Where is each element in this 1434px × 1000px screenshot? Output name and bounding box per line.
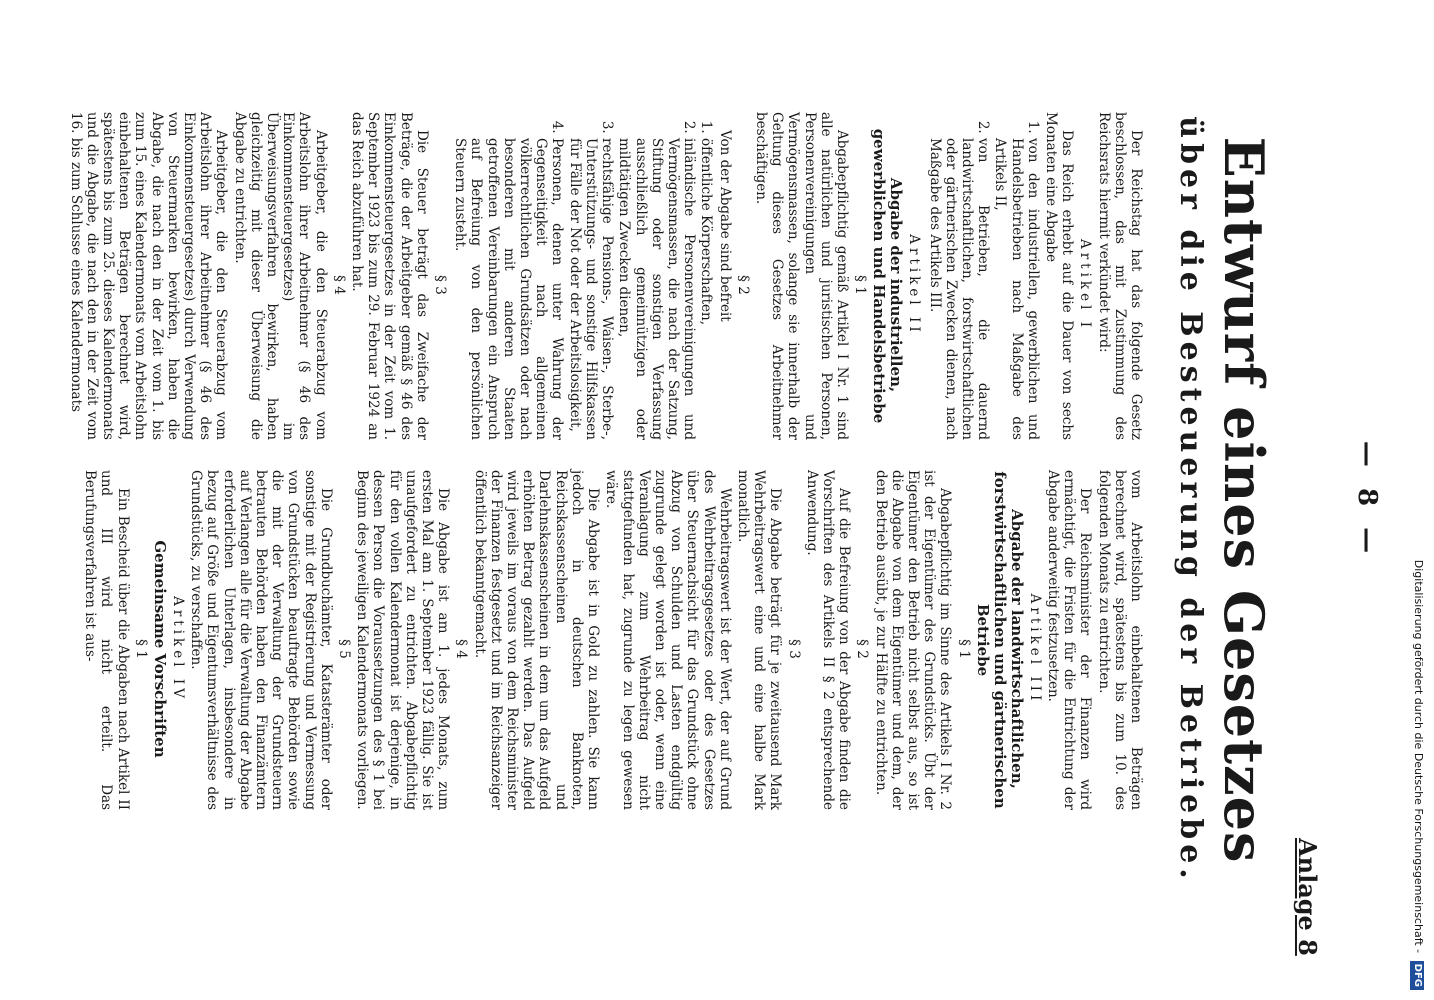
section-heading: § 1 <box>132 639 149 659</box>
list-item: 3. rechtsfähige Pensions-, Waisen-, Sterbe-, Unterstützungs- und sonstige Hilfskassen für Fälle der Not oder der Arbeitslosigkeit, <box>567 138 616 440</box>
section-heading: § 1 <box>955 639 972 659</box>
article-3-title: Abgabe der landwirtschaftlichen, forstwirtschaftlichen und gärtnerischen Betriebe <box>973 471 1026 809</box>
page-number: — 8 — <box>1352 440 1382 560</box>
text-column-right <box>82 470 1144 811</box>
digitization-credit <box>1408 10 1428 990</box>
section-text: Ein Bescheid über die Abgaben nach Artikel II und III wird nicht erteilt. Das Berufungsverfahren ist aus- <box>82 470 131 810</box>
section-text: Auf die Befreiung von der Abgabe finden die Vorschriften des Artikels II § 2 entsprechende Anwendung. <box>803 470 853 810</box>
section-heading: § 2 <box>854 639 871 659</box>
continued-text: vom Arbeitslohn einbehaltenen Beträgen berechnet wird, spätestens bis zum 10. des folgenden Monats zu entrichten. <box>1095 470 1144 810</box>
list-item: 1. öffentliche Körperschaften, <box>698 138 714 440</box>
dfg-logo: DFG <box>1410 961 1424 990</box>
text-column-left <box>67 112 1144 440</box>
list-item: 2. inländische Personenvereinigungen und Vermögensmassen, die nach der Satzung, Stiftung oder sonstigen Verfassung ausschließlich gemeinnützigen oder mildtätigen Zwecken dienen, <box>616 138 697 440</box>
section-text: Arbeitgeber, die den Steuerabzug vom Arbeitslohn ihrer Arbeitnehmer (§ 46 des Einkommensteuergesetzes) durch Verwendung von Steuermarken bewirken, haben die Abgabe, die nach den in der Zeit vom 1. bis zum 15. eines Kalendermonats vom Arbeitslohn einbehaltenen Beträgen berechnet wird, spätestens bis zum 25. dieses Kalendermonats und die Abgabe, die nach den in der Zeit vom 16. bis zum Schlusse eines Kalendermonats <box>67 112 230 440</box>
section-heading: § 3 <box>432 275 449 295</box>
article-4-title: Gemeinsame Vorschriften <box>150 540 169 758</box>
section-text: Arbeitgeber, die den Steuerabzug vom Arbeitslohn ihrer Arbeitnehmer (§ 46 des Einkommensteuergesetzes) im Überweisungsverfahren bewirken, haben gleichzeitig mit dieser Überweisung die Abgabe zu entrichten. <box>231 112 329 440</box>
article-1-text: Das Reich erhebt auf die Dauer von sechs Monaten eine Abgabe <box>1042 112 1076 440</box>
intro-paragraph: Der Reichstag hat das folgende Gesetz beschlossen, das mit Zustimmung des Reichsrats hiermit verkündet wird: <box>1095 112 1144 440</box>
section-text: Die Steuer beträgt das Zweifache der Beträge, die der Arbeitgeber gemäß § 46 des Einkommensteuergesetzes in der Zeit vom 1. September 1923 bis zum 29. Februar 1924 an das Reich abzuführen hat. <box>349 112 430 440</box>
list-item: 1. von den industriellen, gewerblichen und Handelsbetrieben nach Maßgabe des Artikels II, <box>992 138 1041 440</box>
section-text: Die Abgabe ist am 1. jedes Monats, zum ersten Mal am 1. September 1923 fällig. Sie ist unaufgefordert zu entrichten. Abgabepflichtig für den vollen Kalendermonat ist derjenige, in dessen Person die Voraussetzungen des § 1 bei Beginn des jeweiligen Kalendermonats vorliegen. <box>354 470 452 810</box>
continued-text: Der Reichsminister der Finanzen wird ermächtigt, die Fristen für die Entrichtung der Abgabe anderweitig festzusetzen. <box>1044 470 1094 810</box>
document-subtitle: über die Besteuerung der Betriebe. <box>1173 116 1208 884</box>
digitization-credit-text: Digitalisierung gefördert durch die Deutsche Forschungsgemeinschaft - <box>1412 559 1425 954</box>
section-heading: § 4 <box>453 639 470 659</box>
section-heading: § 4 <box>330 275 347 295</box>
article-4-heading: Artikel IV <box>170 596 187 702</box>
section-text: Abgabepflichtig im Sinne des Artikels I Nr. 2 ist der Eigentümer des Grundstücks. Übt der Eigentümer den Betrieb nicht selbst aus, so ist die Abgabe von dem Eigentümer und dem, der den Betrieb ausübt, je zur Hälfte zu entrichten. <box>872 470 954 810</box>
section-text: Die Abgabe beträgt für je zweitausend Mark Wehrbeitragswert eine und eine halbe Mark monatlich. <box>734 470 784 810</box>
article-2-title: Abgabe der industriellen, gewerblichen und Handelsbetriebe <box>870 128 906 424</box>
list-item: 4. Personen, denen unter Wahrung der Gegenseitigkeit nach allgemeinen völkerrechtlichen Grundsätzen oder nach besonderen mit anderen Staaten getroffenen Vereinbarungen ein Anspruch auf Befreiung von den persönlichen Steuern zusteht. <box>452 138 565 440</box>
article-2-heading: Artikel II <box>906 234 923 336</box>
section-text: Abgabepflichtig gemäß Artikel I Nr. 1 sind alle natürlichen und juristischen Personen, Personenvereinigungen und Vermögensmassen, solange sie innerhalb der Geltung dieses Gesetzes Arbeitnehmer beschäftigen. <box>752 112 850 440</box>
section-text: Von der Abgabe sind befreit <box>716 130 733 322</box>
section-heading: § 3 <box>785 639 802 659</box>
article-3-heading: Artikel III <box>1026 593 1043 705</box>
document-title: Entwurf eines Gesetzes <box>1212 136 1276 864</box>
section-heading: § 2 <box>734 275 751 295</box>
section-text: Wehrbeitragswert ist der Wert, der auf Grund des Wehrbeitragsgesetzes oder des Gesetzes über Steuernachsicht für das Grundstück ohne Abzug von Schulden und Lasten endgültig zugrunde gelegt worden ist oder, wenn eine Veranlagung zum Wehrbeitrag nicht stattgefunden hat, zugrunde zu legen gewesen wäre. <box>603 470 733 810</box>
article-1-list <box>926 112 1040 440</box>
list-item: 2. von Betrieben, die dauernd landwirtschaftlichen, forstwirtschaftlichen oder gärtnerischen Zwecken dienen, nach Maßgabe des Artikels III. <box>926 138 991 440</box>
annex-label: Anlage 8 <box>1293 838 1322 956</box>
section-heading: § 5 <box>336 639 353 659</box>
article-1-heading: Artikel I <box>1077 238 1094 332</box>
section-text: Die Grundbuchämter, Katasterämter oder sonstige mit der Registrierung und Vermessung von Grundstücken beauftragte Behörden sowie die mit der Verwaltung der Grundsteuern betrauten Behörden haben den Finanzämtern auf Verlangen alle für die Verwaltung der Abgabe erforderlichen Unterlagen, insbesondere in bezug auf Größe und Eigentumsverhältnisse des Grundstücks, zu verschaffen. <box>188 470 334 811</box>
section-heading: § 1 <box>852 275 869 295</box>
exemption-list <box>452 112 714 440</box>
section-text: Die Abgabe ist in Gold zu zahlen. Sie kann jedoch in deutschen Banknoten, Reichskassenscheinen und Darlehnskassenscheinen in dem um das Aufgeld erhöhten Betrag gezahlt werden. Das Aufgeld wird jeweils im voraus von dem Reichsminister der Finanzen festgesetzt und im Reichsanzeiger öffentlich bekanntgemacht. <box>471 470 602 810</box>
